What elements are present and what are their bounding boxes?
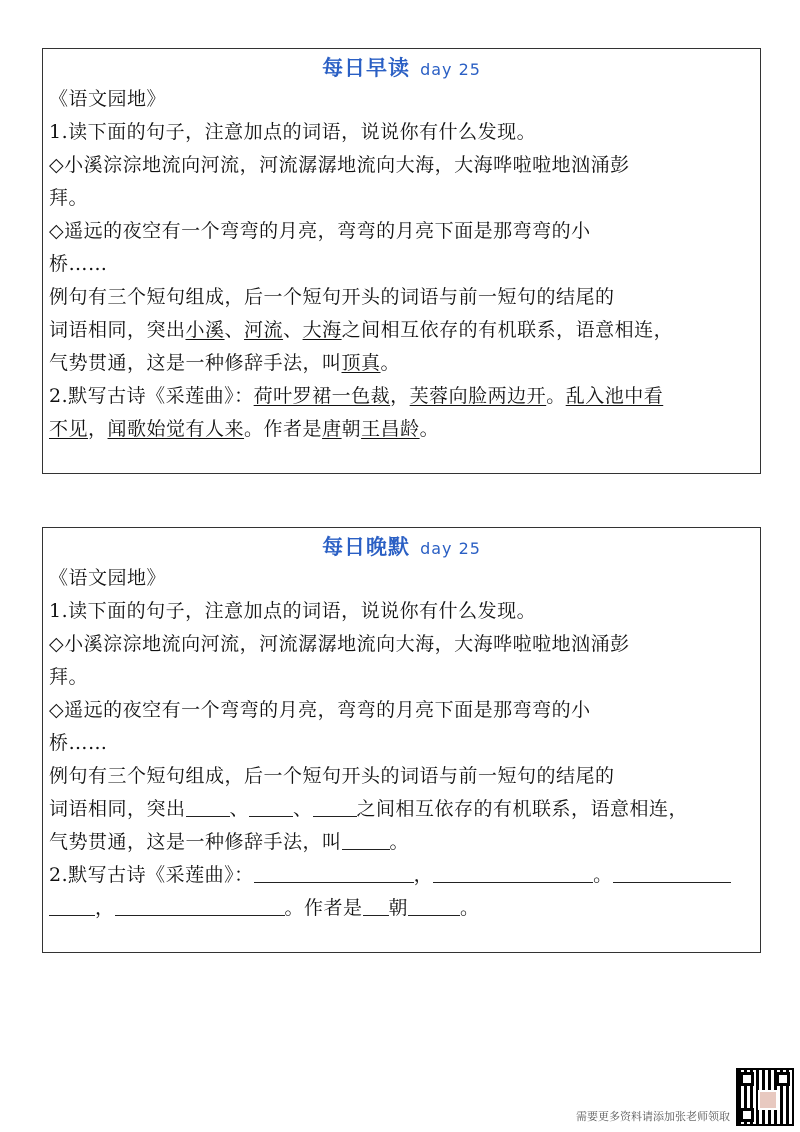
- text: 气势贯通，这是一种修辞手法，叫: [49, 352, 342, 374]
- answer-word-1: 小溪: [185, 319, 225, 341]
- blank-poem-4[interactable]: [115, 895, 285, 916]
- text: 词语相同，突出: [49, 319, 186, 341]
- dynasty: 唐: [322, 418, 342, 440]
- morning-question-1: 1.读下面的句子，注意加点的词语，说说你有什么发现。: [49, 121, 537, 143]
- blank-poem-3b[interactable]: [49, 895, 95, 916]
- morning-explain-3: [49, 347, 754, 380]
- evening-sentence-2: ◇遥远的夜空有一个弯弯的月亮，弯弯的月亮下面是那弯弯的小: [49, 699, 591, 721]
- morning-section: 《语文园地》: [49, 88, 167, 110]
- evening-explain-3: [49, 826, 754, 859]
- punct: ，: [95, 897, 115, 919]
- morning-day: day 25: [420, 60, 481, 79]
- morning-question-2: [49, 380, 754, 413]
- evening-question-2-cont: [49, 892, 754, 925]
- blank-word-1[interactable]: [186, 796, 230, 817]
- text: 。: [380, 352, 401, 374]
- text: 。作者是: [244, 418, 323, 440]
- poem-line-2: 芙蓉向脸两边开: [409, 385, 547, 407]
- punct: 。: [593, 864, 613, 886]
- poem-line-3b: 不见: [49, 418, 89, 440]
- blank-dynasty[interactable]: [363, 895, 389, 916]
- separator: 、: [224, 319, 245, 341]
- text: 朝: [388, 897, 409, 919]
- poet: 王昌龄: [361, 418, 420, 440]
- evening-sentence-2-cont: 桥……: [49, 732, 108, 754]
- text: 之间相互依存的有机联系，语意相连，: [356, 798, 689, 820]
- poem-line-4: 闻歌始觉有人来: [107, 418, 245, 440]
- evening-day: day 25: [420, 539, 481, 558]
- qr-code-icon: [736, 1068, 794, 1126]
- punct: 。: [460, 897, 480, 919]
- blank-word-3[interactable]: [313, 796, 357, 817]
- blank-poet[interactable]: [408, 895, 460, 916]
- poem-line-3a: 乱入池中看: [565, 385, 664, 407]
- evening-sentence-1: ◇小溪淙淙地流向河流，河流潺潺地流向大海，大海哗啦啦地汹涌彭: [49, 633, 630, 655]
- blank-term[interactable]: [342, 829, 390, 850]
- text: 之间相互依存的有机联系，语意相连，: [341, 319, 674, 341]
- separator: 、: [283, 319, 303, 341]
- morning-question-2-cont: [49, 413, 754, 446]
- text: 气势贯通，这是一种修辞手法，叫: [49, 831, 342, 853]
- qr-finder: [740, 1108, 754, 1122]
- answer-term: 顶真: [341, 352, 381, 374]
- morning-sentence-2: ◇遥远的夜空有一个弯弯的月亮，弯弯的月亮下面是那弯弯的小: [49, 220, 591, 242]
- evening-question-1: 1.读下面的句子，注意加点的词语，说说你有什么发现。: [49, 600, 537, 622]
- blank-poem-1[interactable]: [254, 862, 414, 883]
- morning-explain-2: [49, 314, 754, 347]
- evening-explain-1: 例句有三个短句组成，后一个短句开头的词语与前一短句的结尾的: [49, 765, 615, 787]
- qr-avatar: [758, 1090, 778, 1110]
- blank-word-2[interactable]: [249, 796, 293, 817]
- evening-title: [49, 532, 754, 562]
- answer-word-2: 河流: [244, 319, 284, 341]
- morning-sentence-2-cont: 桥……: [49, 253, 108, 275]
- morning-title-text: 每日早读: [322, 55, 411, 80]
- answer-word-3: 大海: [302, 319, 342, 341]
- morning-sentence-1-cont: 拜。: [49, 187, 89, 209]
- text: 2.默写古诗《采莲曲》：: [49, 385, 254, 407]
- blank-poem-3a[interactable]: [613, 862, 731, 883]
- separator: 、: [293, 798, 313, 820]
- text: 朝: [341, 418, 362, 440]
- text: 。作者是: [284, 897, 363, 919]
- morning-explain-1: 例句有三个短句组成，后一个短句开头的词语与前一短句的结尾的: [49, 286, 615, 308]
- footer-note: 需要更多资料请添加张老师领取: [576, 1110, 730, 1123]
- punct: ，: [413, 864, 434, 886]
- morning-title: [49, 53, 754, 83]
- evening-explain-2: [49, 793, 754, 826]
- text: 。: [389, 831, 410, 853]
- evening-question-2: [49, 859, 754, 892]
- text: 词语相同，突出: [49, 798, 186, 820]
- punct: 。: [419, 418, 440, 440]
- evening-title-text: 每日晚默: [322, 534, 411, 559]
- evening-dictation-card: [42, 527, 761, 953]
- morning-reading-card: [42, 48, 761, 474]
- punct: 。: [546, 385, 566, 407]
- punct: ，: [390, 385, 410, 407]
- punct: ，: [88, 418, 108, 440]
- blank-poem-2[interactable]: [433, 862, 593, 883]
- separator: 、: [229, 798, 250, 820]
- evening-section: 《语文园地》: [49, 567, 167, 589]
- morning-sentence-1: ◇小溪淙淙地流向河流，河流潺潺地流向大海，大海哗啦啦地汹涌彭: [49, 154, 630, 176]
- poem-line-1: 荷叶罗裙一色裁: [253, 385, 391, 407]
- evening-sentence-1-cont: 拜。: [49, 666, 89, 688]
- text: 2.默写古诗《采莲曲》：: [49, 864, 254, 886]
